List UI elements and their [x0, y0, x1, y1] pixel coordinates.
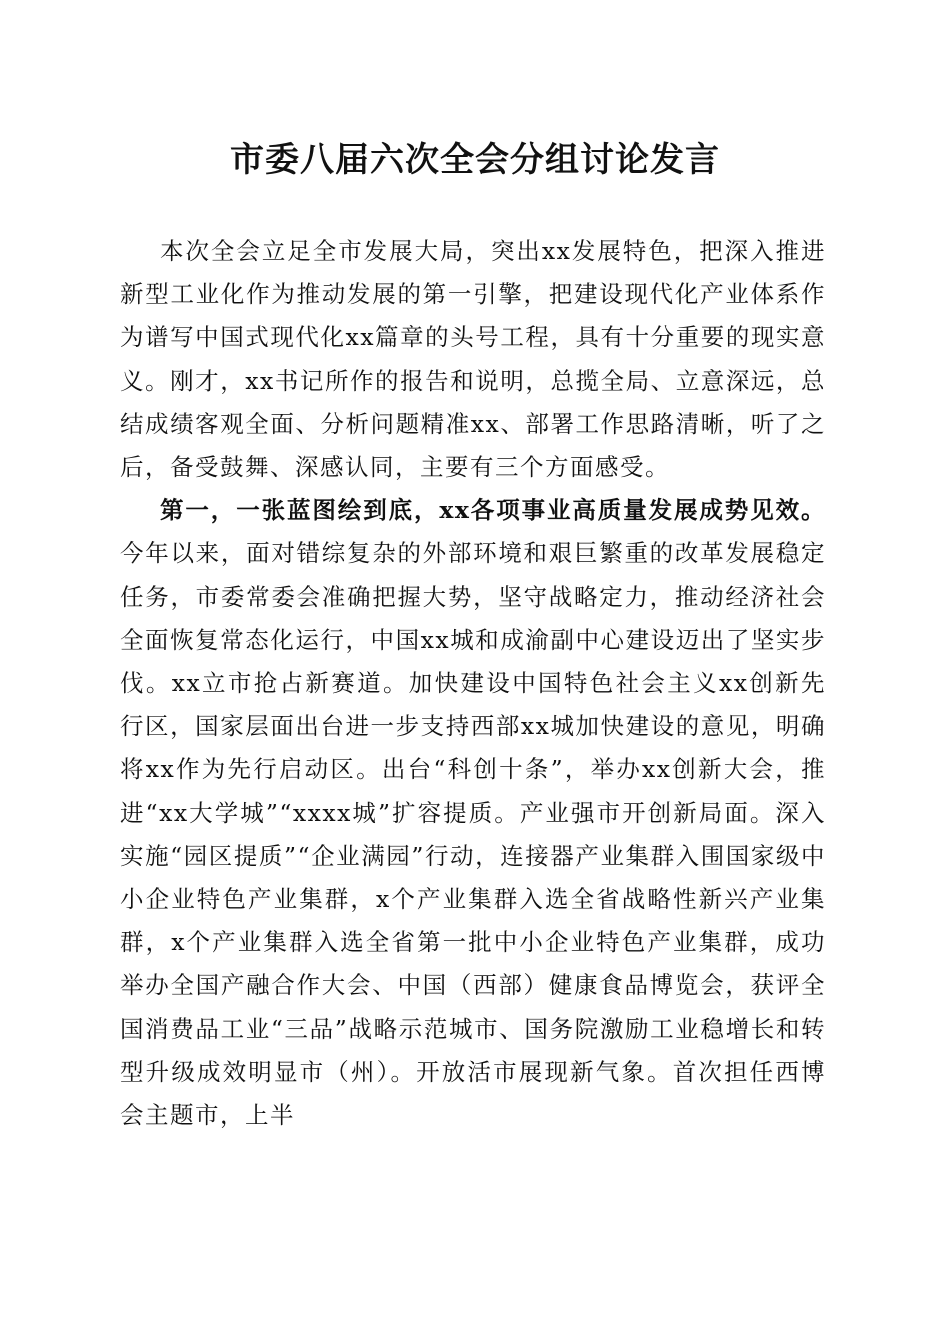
- paragraph-first-point: [120, 489, 826, 1137]
- document-title: 市委八届六次全会分组讨论发言: [230, 140, 720, 180]
- paragraph-intro-text: 本次全会立足全市发展大局，突出xx发展特色，把深入推进新型工业化作为推动发展的第一引擎，把建设现代化产业体系作为谱写中国式现代化xx篇章的头号工程，具有十分重要的现实意义。刚才，xx书记所作的报告和说明，总揽全局、立意深远，总结成绩客观全面、分析问题精准xx、部署工作思路清晰，听了之后，备受鼓舞、深感认同，主要有三个方面感受。: [120, 237, 826, 482]
- paragraph-first-point-text: 今年以来，面对错综复杂的外部环境和艰巨繁重的改革发展稳定任务，市委常委会准确把握大势，坚守战略定力，推动经济社会全面恢复常态化运行，中国xx城和成渝副中心建设迈出了坚实步伐。xx立市抢占新赛道。加快建设中国特色社会主义xx创新先行区，国家层面出台进一步支持西部xx城加快建设的意见，明确将xx作为先行启动区。出台“科创十条”，举办xx创新大会，推进“xx大学城”“xxxx城”扩容提质。产业强市开创新局面。深入实施“园区提质”“企业满园”行动，连接器产业集群入围国家级中小企业特色产业集群，x个产业集群入选全省战略性新兴产业集群，x个产业集群入选全省第一批中小企业特色产业集群，成功举办全国产融合作大会、中国（西部）健康食品博览会，获评全国消费品工业“三品”战略示范城市、国务院激励工业稳增长和转型升级成效明显市（州）。开放活市展现新气象。首次担任西博会主题市，上半: [120, 539, 826, 1130]
- paragraph-intro: [120, 230, 826, 489]
- paragraph-first-point-heading: 第一，一张蓝图绘到底，xx各项事业高质量发展成势见效。: [160, 496, 826, 525]
- document-body: [120, 230, 826, 1137]
